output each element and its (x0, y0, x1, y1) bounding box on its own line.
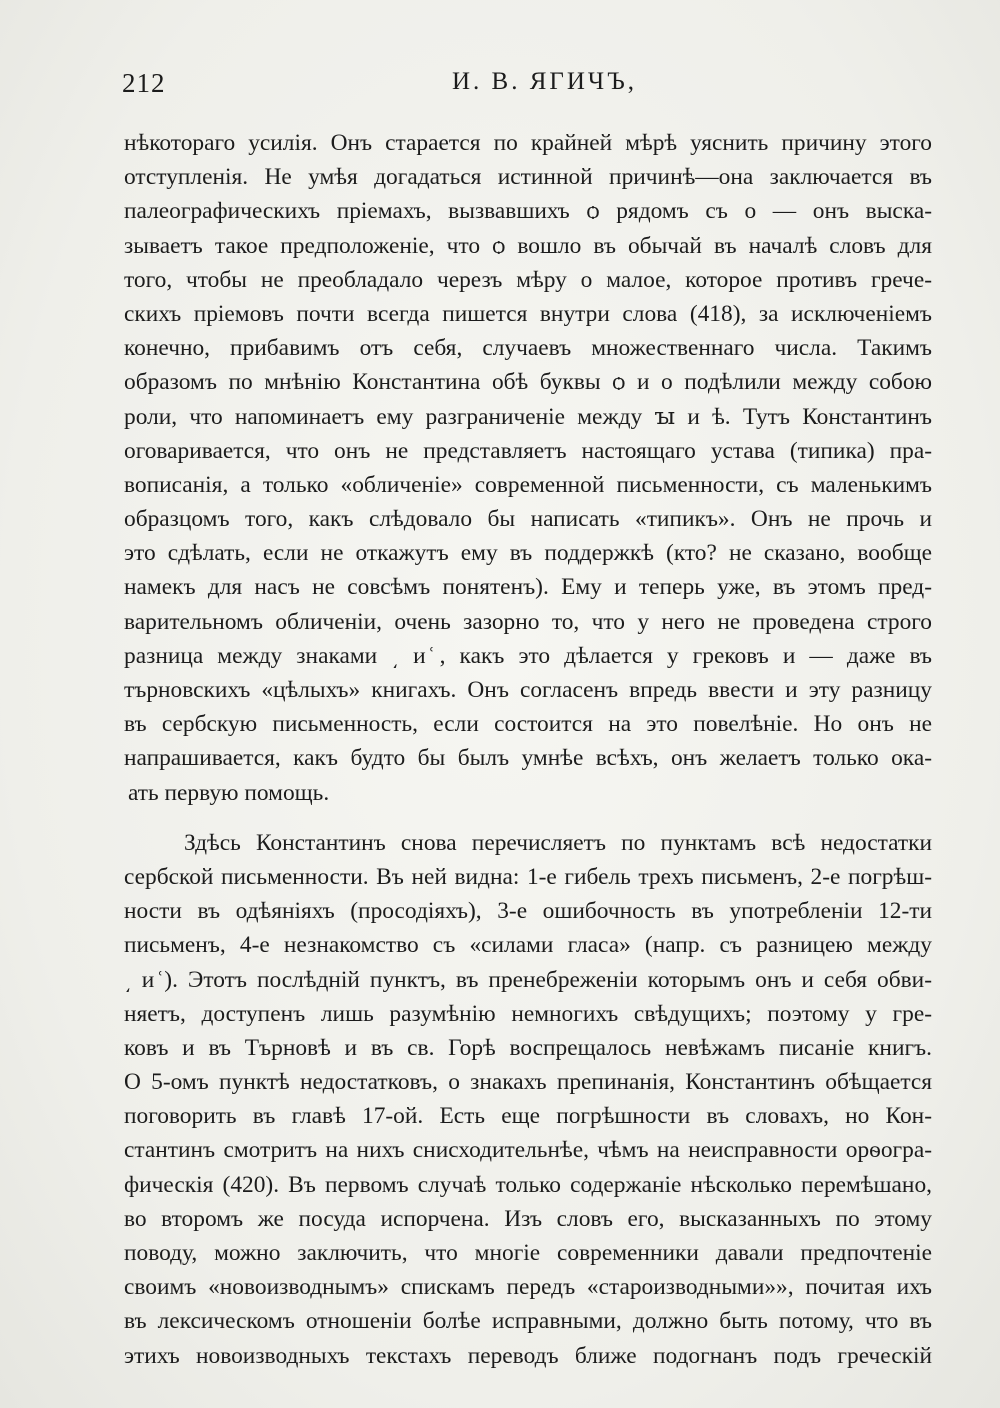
text-line: ать первую помощь. (128, 779, 330, 806)
paragraph-gap (124, 810, 932, 826)
text-line: вописанія, а только «обличеніе» современной письменности, съ маленькимъ (124, 471, 932, 498)
text-line: разница между знаками ͵ и ͑, какъ это дѣлается у грековъ и — даже въ (124, 642, 932, 669)
text-line: оговаривается, что онъ не представляетъ настоящаго устава (типика) пра- (124, 437, 932, 464)
text-line: Здѣсь Константинъ снова перечисляетъ по пунктамъ всѣ недостатки (184, 829, 932, 856)
text-line: письменъ, 4-е незнакомство съ «силами гласа» (напр. съ разницею между (124, 932, 932, 959)
paragraph-2 (124, 826, 932, 1373)
text-line: фическія (420). Въ первомъ случаѣ только содержаніе нѣсколько перемѣшано, (124, 1171, 932, 1198)
text-line: ковъ и въ Търновѣ и въ св. Горѣ воспрещалось невѣжамъ писаніе книгъ. (124, 1034, 932, 1061)
text-line: напрашивается, какъ будто бы былъ умнѣе всѣхъ, онъ желаетъ только ока- (124, 745, 932, 772)
text-line: роли, что напоминаетъ ему разграниченіе между ꙑ и ѣ. Тутъ Константинъ (124, 403, 932, 430)
text-line: отступленія. Не умѣя догадаться истинной причинѣ—она заключается въ (124, 164, 932, 191)
text-line: намекъ для насъ не совсѣмъ понятенъ). Ему и теперь уже, въ этомъ пред- (124, 574, 932, 601)
text-line: сербской письменности. Въ ней видна: 1-е гибель трехъ письменъ, 2-е погрѣш- (124, 863, 932, 890)
text-line: стантинъ смотритъ на нихъ снисходительнѣе, чѣмъ на неисправности орѳогра- (124, 1137, 932, 1164)
text-line: это сдѣлать, если не откажутъ ему въ поддержкѣ (кто? не сказано, вообще (124, 540, 932, 567)
text-line: палеографическихъ пріемахъ, вызвавшихъ ѻ рядомъ съ о — онъ выска- (124, 198, 932, 225)
text-line: конечно, прибавимъ отъ себя, случаевъ множественнаго числа. Такимъ (124, 335, 932, 362)
text-line: образомъ по мнѣнію Константина обѣ буквы ѻ и о подѣлили между собою (124, 369, 932, 396)
text-line: того, чтобы не преобладало черезъ мѣру о малое, которое противъ грече- (124, 266, 932, 293)
text-line: търновскихъ «цѣлыхъ» книгахъ. Онъ согласенъ впредь ввести и эту разницу (124, 677, 932, 703)
text-line: образцомъ того, какъ слѣдовало бы написать «типикъ». Онъ не прочь и (124, 506, 932, 533)
text-line: зываетъ такое предположеніе, что ѻ вошло въ обычай въ началѣ словъ для (124, 232, 932, 259)
paragraph-1 (124, 126, 932, 810)
body-text (124, 126, 932, 1373)
page-number: 212 (122, 68, 166, 98)
text-line: ͵ и ͑). Этотъ послѣдній пунктъ, въ пренебреженіи которымъ онъ и себя обви- (124, 966, 932, 993)
text-line: варительномъ обличеніи, очень зазорно то, что у него не проведена строго (124, 608, 932, 635)
text-line: О 5-омъ пунктѣ недостатковъ, о знакахъ препинанія, Константинъ обѣщается (124, 1069, 932, 1096)
text-line: въ сербскую письменность, если состоится на это повелѣніе. Но онъ не (124, 711, 932, 738)
text-line: этихъ новоизводныхъ текстахъ переводъ ближе подогнанъ подъ греческій (124, 1342, 932, 1369)
text-line: ности въ одѣяніяхъ (просодіяхъ), 3-е ошибочность въ употребленіи 12-ти (124, 898, 932, 925)
text-line: поговорить въ главѣ 17-ой. Есть еще погрѣшности въ словахъ, но Кон- (124, 1103, 932, 1130)
text-line: въ лексическомъ отношеніи болѣе исправными, должно быть потому, что въ (124, 1308, 932, 1335)
text-line: своимъ «новоизводнымъ» спискамъ передъ «староизводными»», почитая ихъ (124, 1274, 932, 1301)
running-head: И. В. ЯГИЧЪ, (452, 68, 638, 95)
text-line: поводу, можно заключить, что многіе современники давали предпочтеніе (124, 1240, 932, 1266)
text-line: скихъ пріемовъ почти всегда пишется внутри слова (418), за исключеніемъ (124, 300, 932, 327)
text-line: во второмъ же посуда испорчена. Изъ словъ его, высказанныхъ по этому (124, 1205, 932, 1232)
page-header (122, 68, 932, 108)
text-line: нѣкотораго усилія. Онъ старается по крайней мѣрѣ уяснить причину этого (124, 130, 932, 156)
text-line: няетъ, доступенъ лишь разумѣнію немногихъ свѣдущихъ; поэтому у гре- (124, 1000, 932, 1027)
